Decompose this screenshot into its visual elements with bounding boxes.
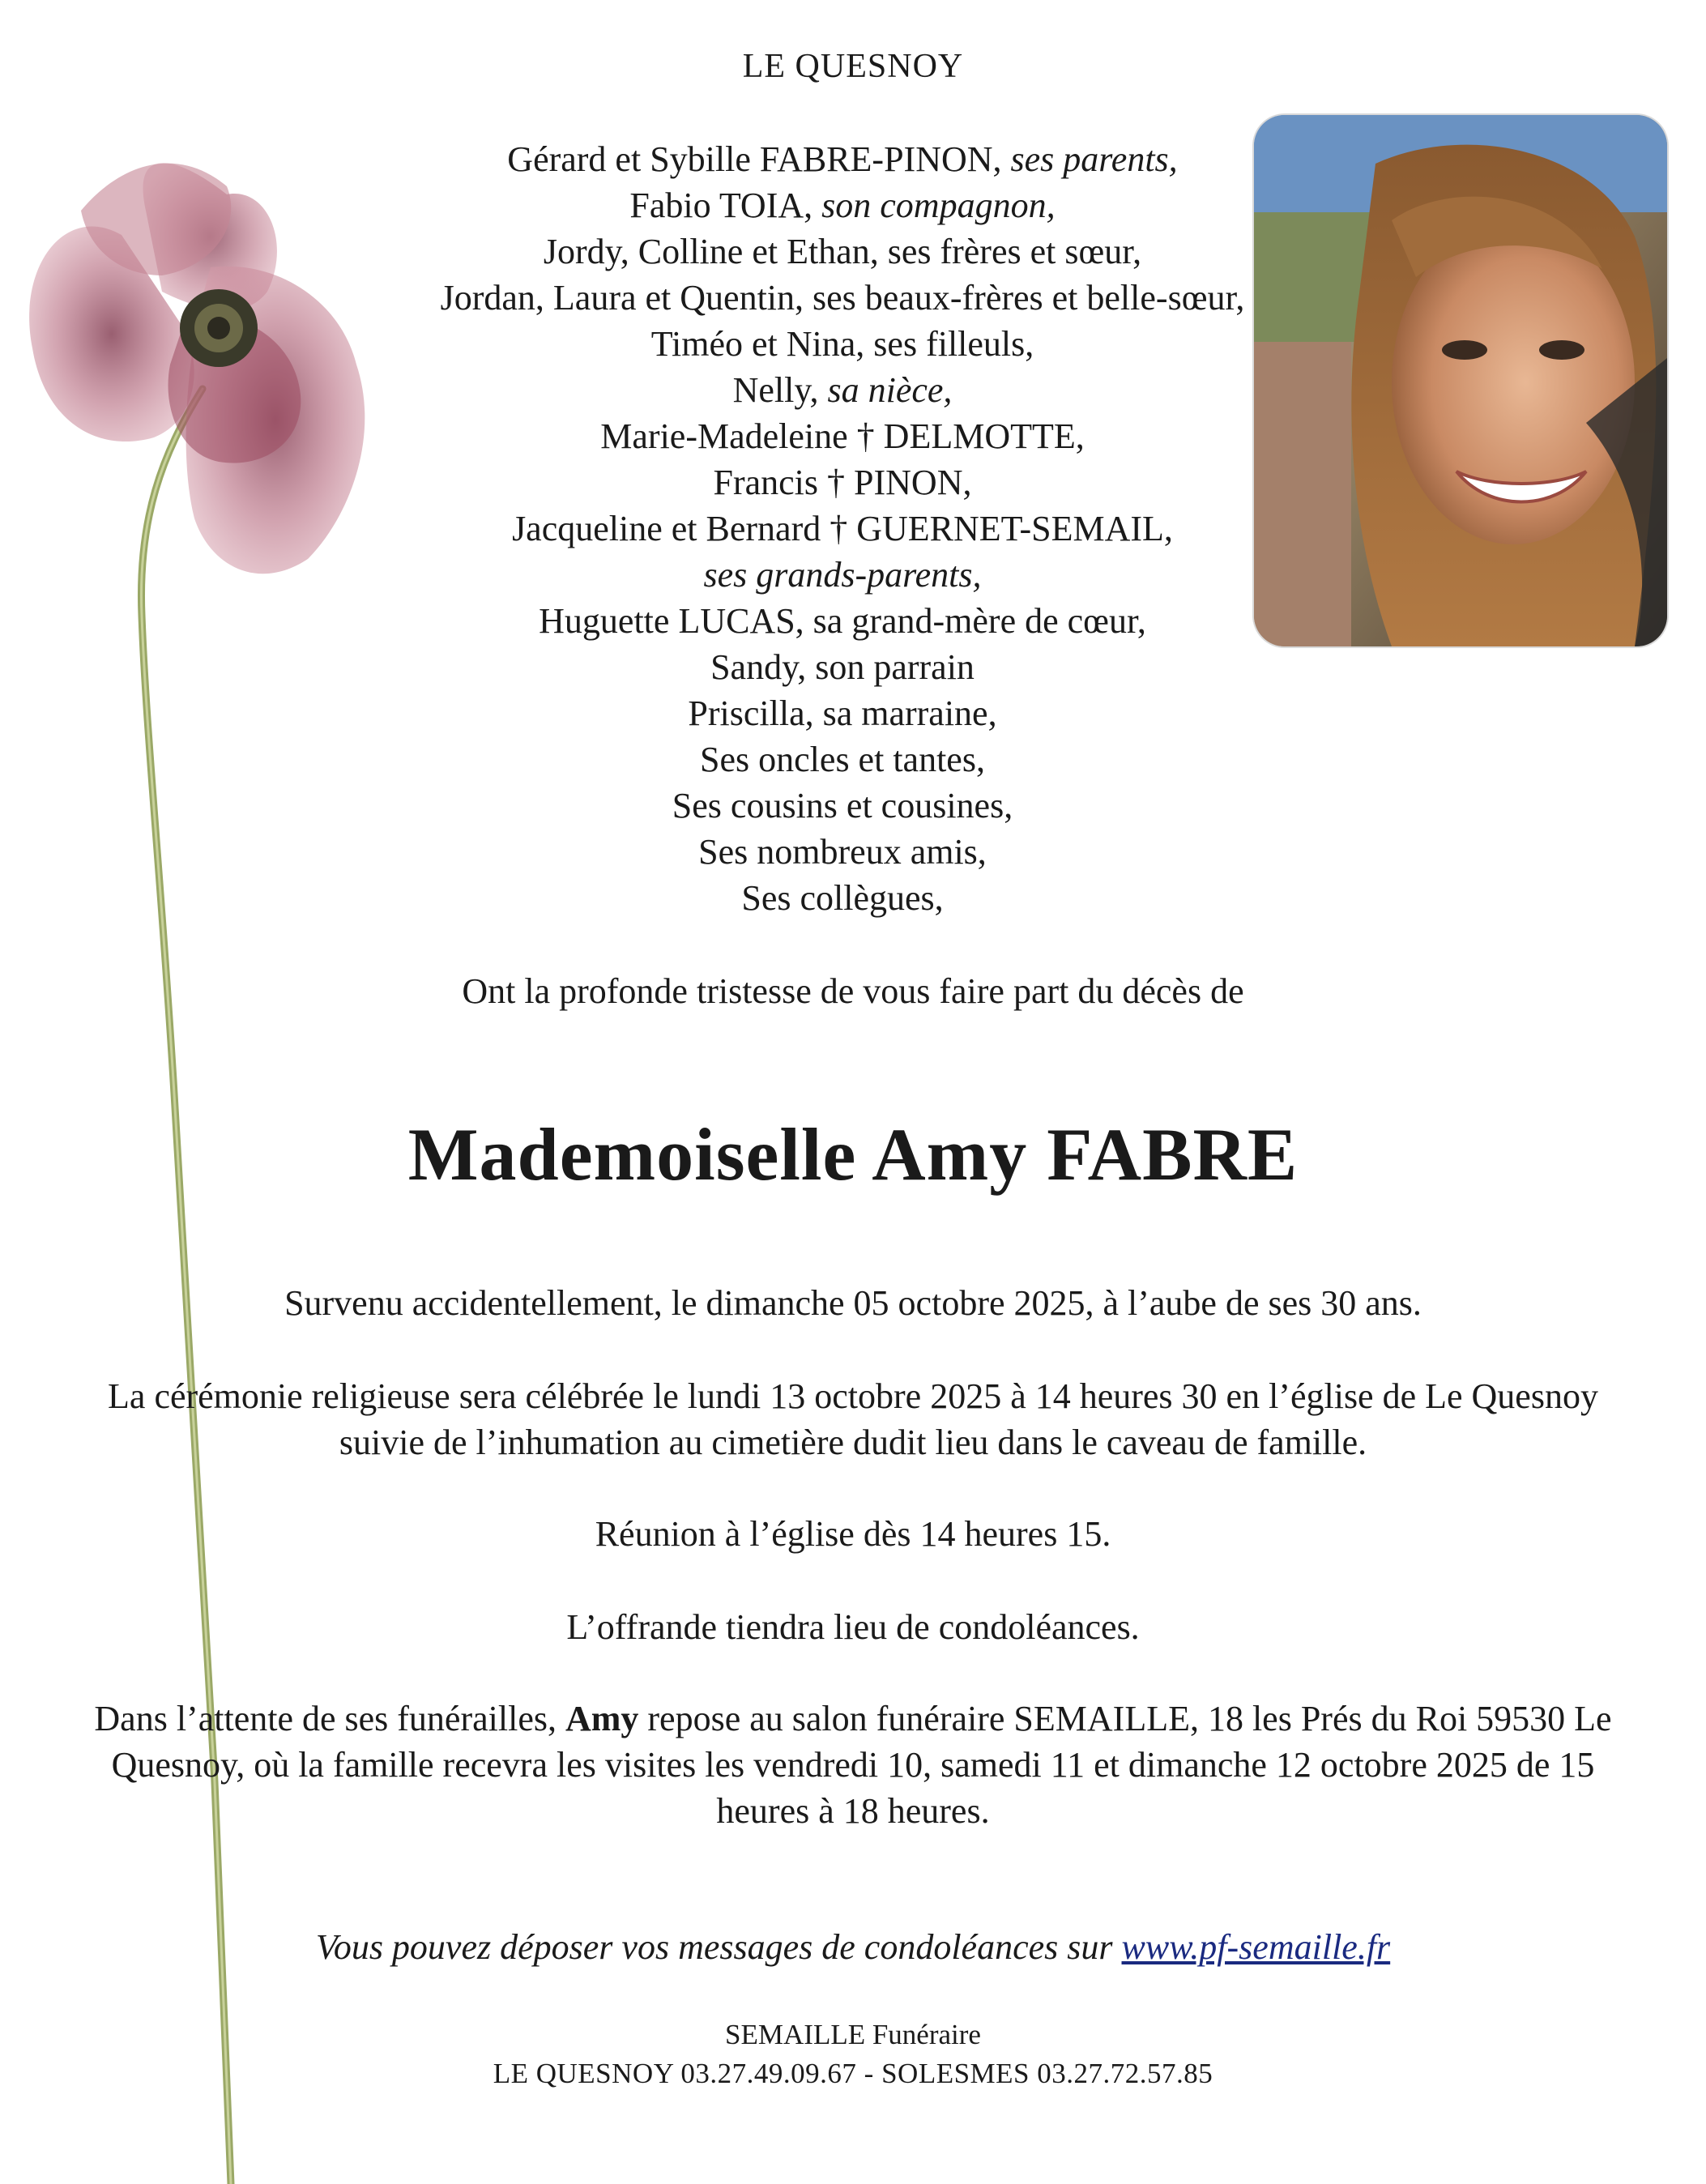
wake-name: Amy (565, 1699, 639, 1738)
family-line: Timéo et Nina, ses filleuls, (650, 324, 1034, 364)
family-line: Jacqueline et Bernard † GUERNET-SEMAIL, (512, 509, 1173, 548)
town-header: LE QUESNOY (742, 48, 964, 85)
wake-paragraph: Dans l’attente de ses funérailles, Amy repose au salon funéraire SEMAILLE, 18 les Prés du Roi 59530 Le Quesnoy, où la famille recevra les visites les vendredi 10, samedi 11 et dimanche 12 octobre 2025 de 15 heures à 18 heures. (94, 1699, 1612, 1831)
family-line: Sandy, son parrain (710, 647, 975, 687)
family-line: Nelly, sa nièce, (732, 370, 953, 410)
family-line: Ses oncles et tantes, (700, 740, 985, 779)
family-line: ses grands-parents, (703, 555, 982, 595)
family-line: Ses nombreux amis, (698, 832, 987, 872)
family-line: Jordy, Colline et Ethan, ses frères et sœur, (543, 232, 1142, 271)
funeral-company: SEMAILLE Funéraire (725, 2019, 981, 2050)
family-line: Jordan, Laura et Quentin, ses beaux-frères et belle-sœur, (440, 278, 1245, 318)
online-condolences: Vous pouvez déposer vos messages de condoléances sur www.pf-semaille.fr (315, 1927, 1391, 1967)
family-line: Ses collègues, (741, 878, 944, 918)
funeral-phones: LE QUESNOY 03.27.49.09.67 - SOLESMES 03.27.72.57.85 (493, 2058, 1213, 2089)
portrait-photo (1254, 115, 1667, 646)
family-line: Huguette LUCAS, sa grand-mère de cœur, (539, 601, 1146, 641)
ceremony-paragraph: La cérémonie religieuse sera célébrée le lundi 13 octobre 2025 à 14 heures 30 en l’église de Le Quesnoy suivie de l’inhumation au cimetière dudit lieu dans le caveau de famille. (108, 1376, 1598, 1462)
meeting-paragraph: Réunion à l’église dès 14 heures 15. (595, 1514, 1111, 1554)
family-line: Ses cousins et cousines, (672, 786, 1013, 825)
condolences-link[interactable]: www.pf-semaille.fr (1121, 1927, 1391, 1967)
family-line: Fabio TOIA, son compagnon, (629, 186, 1056, 225)
family-list (267, 136, 1418, 921)
announcement: Ont la profonde tristesse de vous faire part du décès de (462, 971, 1244, 1011)
family-line: Priscilla, sa marraine, (688, 693, 997, 733)
family-line: Francis † PINON, (713, 463, 972, 502)
offering-paragraph: L’offrande tiendra lieu de condoléances. (566, 1607, 1140, 1647)
deceased-name: Mademoiselle Amy FABRE (407, 1113, 1299, 1196)
family-line: Gérard et Sybille FABRE-PINON, ses parents, (507, 139, 1178, 179)
family-line: Marie-Madeleine † DELMOTTE, (600, 416, 1085, 456)
death-paragraph: Survenu accidentellement, le dimanche 05 octobre 2025, à l’aube de ses 30 ans. (284, 1283, 1422, 1323)
portrait-image (1254, 115, 1667, 646)
